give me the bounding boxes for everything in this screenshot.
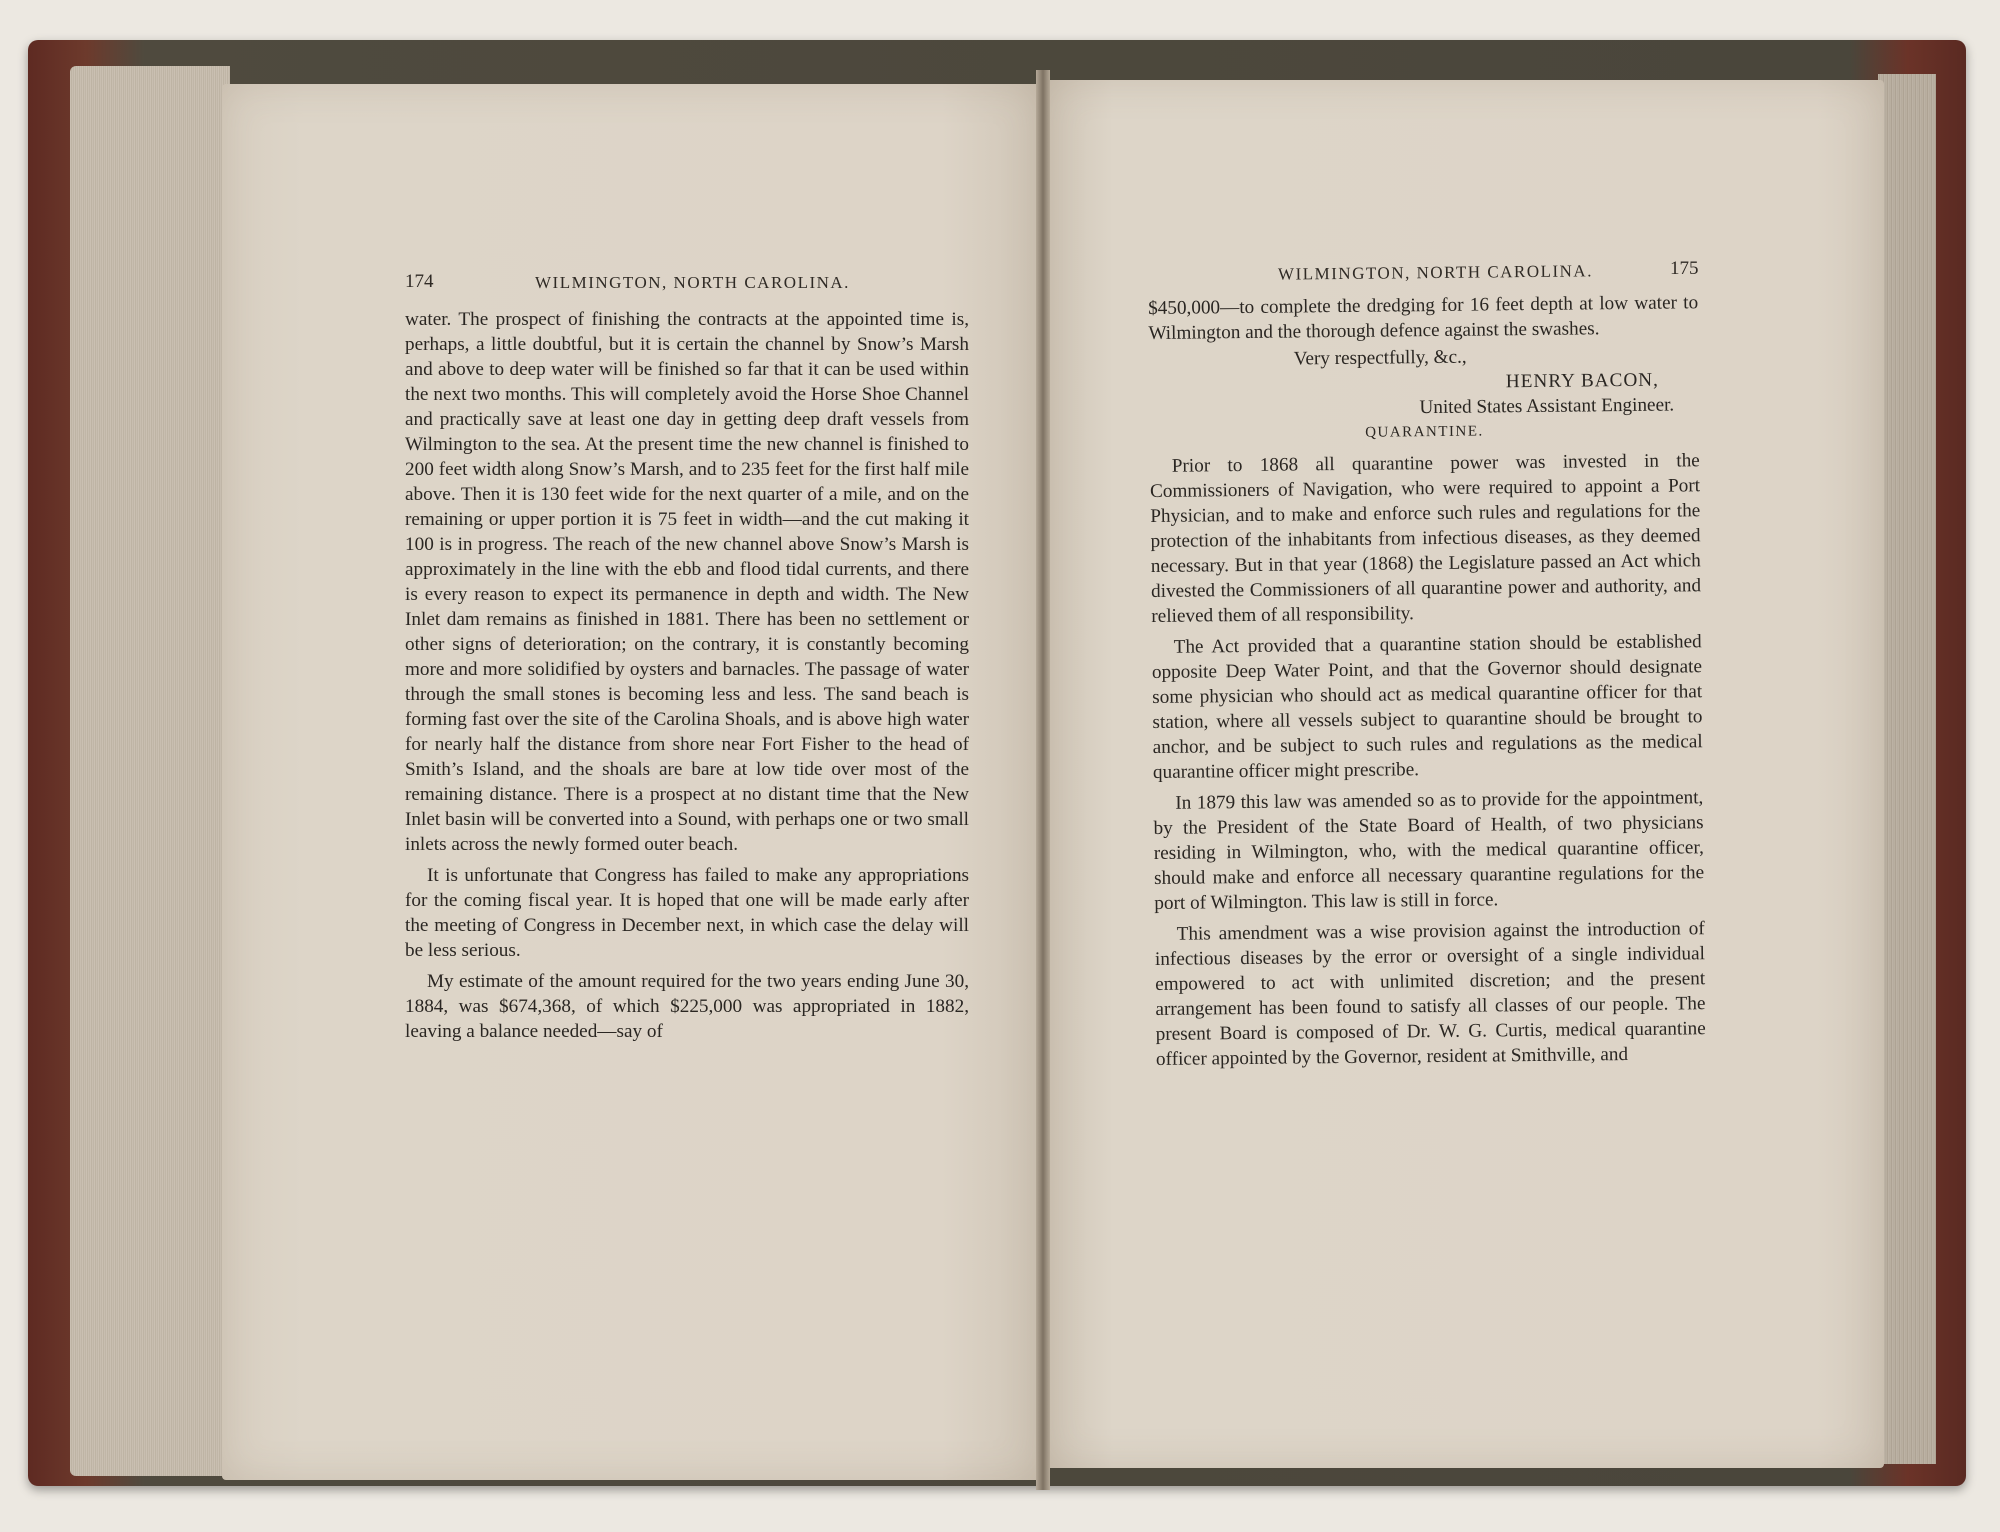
left-paragraph-3: My estimate of the amount required for the two years ending June 30, 1884, was $674,368, of which $225,000 was appropriated in 1882, leaving a balance needed—say of	[405, 971, 969, 1042]
right-paragraph-1: Prior to 1868 all quarantine power was invested in the Commissioners of Navigation, who were required to appoint a Port Physician, and to make and enforce such rules and regulations for the protection of the inhabitants from infectious diseases, as they deemed necessary. But in that year (1868) the Legislature passed an Act which divested the Commissioners of all quarantine power and authority, and relieved them of all responsibility.	[1149, 450, 1702, 627]
right-running-head: WILMINGTON, NORTH CAROLINA.	[1277, 261, 1594, 284]
closing-salutation: Very respectfully, &c.,	[1293, 346, 1467, 370]
page-edges-right	[1878, 74, 1936, 1464]
right-paragraph-3: In 1879 this law was amended so as to provide for the appointment, by the President of the State Board of Health, of two physicians residing in Wilmington, who, with the medical quarantine officer, should make and enforce all necessary quarantine regulations for the port of Wilmington. This law is still in force.	[1153, 787, 1705, 914]
left-page-text	[405, 307, 969, 1044]
right-paragraph-2: The Act provided that a quarantine station should be established opposite Deep Water Point, and that the Governor should designate some physician who should act as medical quarantine officer for that station, where all vessels subject to quarantine should be brought to anchor, and be subject to such rules and regulations as the medical quarantine officer might prescribe.	[1151, 631, 1703, 783]
section-heading-quarantine: QUARANTINE.	[1365, 423, 1484, 441]
closing-signature-title: United States Assistant Engineer.	[1419, 394, 1675, 419]
right-page-text	[1148, 290, 1706, 1072]
left-running-head: WILMINGTON, NORTH CAROLINA.	[535, 273, 850, 292]
right-opening-paragraph: $450,000—to complete the dredging for 16 feet depth at low water to Wilmington and the thorough defence against the swashes.	[1148, 292, 1699, 344]
right-page-number: 175	[1670, 258, 1699, 279]
left-paragraph-1: water. The prospect of finishing the contracts at the appointed time is, perhaps, a little doubtful, but it is certain the channel by Snow’s Marsh and above to deep water will be finished so far that it can be used within the next two months. This will completely avoid the Horse Shoe Channel and practically save at least one day in getting deep draft vessels from Wilmington to the sea. At the present time the new channel is finished to 200 feet width along Snow’s Marsh, and to 235 feet for the first half mile above. Then it is 130 feet wide for the next quarter of a mile, and on the remaining or upper portion it is 75 feet in width—and the cut making it 100 is in progress. The reach of the new channel above Snow’s Marsh is approximately in the line with the ebb and flood tidal currents, and there is every reason to expect its permanence in depth and width. The New Inlet dam remains as finished in 1881. There has been no settlement or other signs of deterioration; on the contrary, it is constantly becoming more and more solidified by oysters and barnacles. The passage of water through the small stones is becoming less and less. The sand beach is forming fast over the site of the Carolina Shoals, and is above high water for nearly half the distance from shore near Fort Fisher to the head of Smith’s Island, and the shoals are bare at low tide over most of the remaining distance. There is a prospect at no distant time that the New Inlet basin will be converted into a Sound, with perhaps one or two small inlets across the newly formed outer beach.	[405, 309, 969, 855]
left-page-number: 174	[405, 271, 434, 292]
book-gutter	[1036, 70, 1050, 1490]
page-edges-left	[70, 66, 230, 1476]
closing-signature-name: HENRY BACON,	[1505, 369, 1660, 393]
left-paragraph-2: It is unfortunate that Congress has failed to make any appropriations for the coming fiscal year. It is hoped that one will be made early after the meeting of Congress in December next, in which case the delay will be less serious.	[405, 865, 969, 961]
right-paragraph-4: This amendment was a wise provision against the introduction of infectious diseases by the error or oversight of a single individual empowered to act with unlimited discretion; and the present arrangement has been found to satisfy all classes of our people. The present Board is composed of Dr. W. G. Curtis, medical quarantine officer appointed by the Governor, resident at Smithville, and	[1154, 918, 1706, 1070]
